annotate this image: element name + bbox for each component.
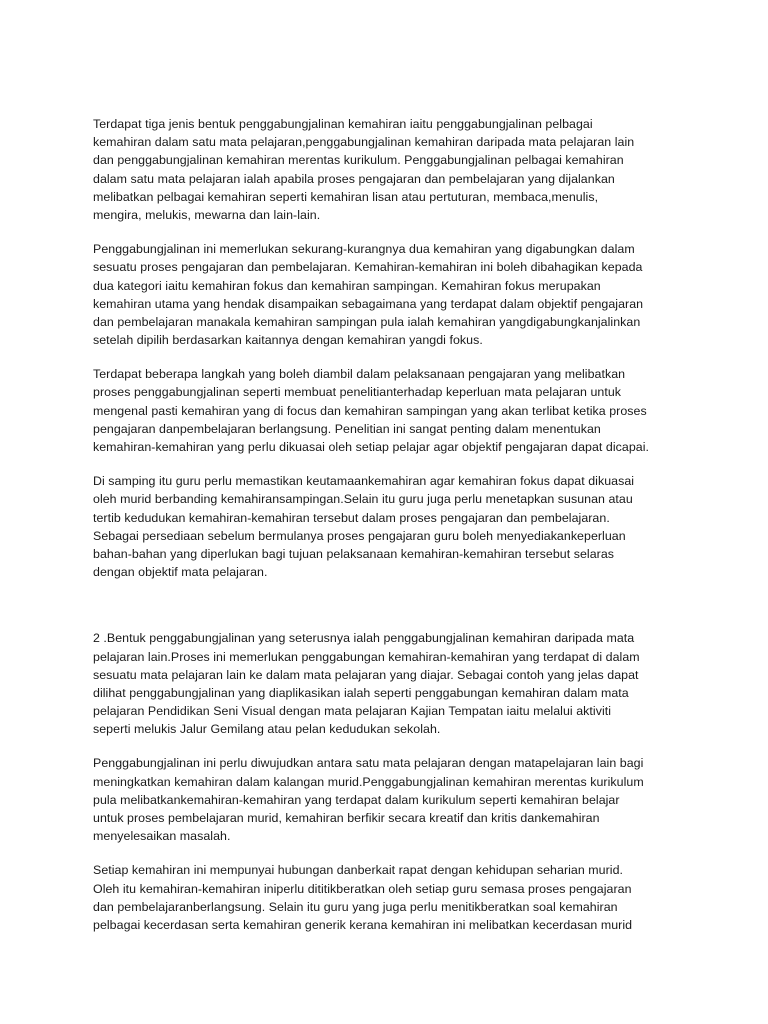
text-line: melibatkan pelbagai kemahiran seperti kemahiran lisan atau pertuturan, membaca,menulis, [93, 189, 599, 204]
text-line: dua kategori iaitu kemahiran fokus dan kemahiran sampingan. Kemahiran fokus merupakan [93, 278, 601, 293]
text-line: pelbagai kecerdasan serta kemahiran generik kerana kemahiran ini melibatkan kecerdasan murid [93, 917, 633, 932]
text-line: kemahiran-kemahiran yang perlu dikuasai oleh setiap pelajar agar objektif pengajaran dapat dicapai. [93, 440, 649, 454]
text-line: proses penggabungjalinan seperti membuat penelitianterhadap keperluan mata pelajaran untuk [93, 385, 622, 400]
text-line: kemahiran utama yang hendak disampaikan sebagaimana yang terdapat dalam objektif pengajaran [93, 296, 644, 311]
text-line: pelajaran lain.Proses ini memerlukan penggabungan kemahiran-kemahiran yang terdapat di dalam [93, 649, 640, 664]
text-line: bahan-bahan yang diperlukan bagi tujuan pelaksanaan kemahiran-kemahiran tersebut selaras [93, 546, 615, 561]
paragraph-3 [93, 365, 683, 456]
text-line: Terdapat beberapa langkah yang boleh diambil dalam pelaksanaan pengajaran yang melibatkan [93, 367, 626, 382]
text-line: dalam satu mata pelajaran ialah apabila proses pengajaran dan pembelajaran yang dijalankan [93, 171, 615, 186]
paragraph-7 [93, 861, 683, 934]
text-line: pengajaran danpembelajaran berlangsung. Penelitian ini sangat penting dalam menentukan [93, 421, 601, 436]
text-line: dilihat penggabungjalinan yang diaplikasikan ialah seperti penggabungan kemahiran dalam mata [93, 685, 629, 700]
text-line: sesuatu mata pelajaran lain ke dalam mata pelajaran yang diajar. Sebagai contoh yang jelas dapat [93, 667, 639, 682]
paragraph-1 [93, 115, 683, 224]
text-line: pelajaran Pendidikan Seni Visual dengan mata pelajaran Kajian Tempatan iaitu melalui aktiviti [93, 704, 612, 719]
paragraph-6 [93, 754, 683, 845]
text-line: Setiap kemahiran ini mempunyai hubungan danberkait rapat dengan kehidupan seharian murid. [93, 863, 624, 878]
text-line: dengan objektif mata pelajaran. [93, 565, 268, 580]
paragraph-4 [93, 472, 683, 581]
text-line: Di samping itu guru perlu memastikan keutamaankemahiran agar kemahiran fokus dapat dikuasai [93, 474, 635, 489]
text-line: meningkatkan kemahiran dalam kalangan murid.Penggabungjalinan kemahiran merentas kurikulum [93, 774, 644, 789]
text-line: oleh murid berbanding kemahiransampingan.Selain itu guru juga perlu menetapkan susunan atau [93, 492, 633, 507]
text-line: mengira, melukis, mewarna dan lain-lain. [93, 207, 321, 222]
text-line: dan pembelajaranberlangsung. Selain itu guru yang juga perlu menitikberatkan soal kemahiran [93, 899, 618, 914]
document-page [93, 115, 683, 934]
text-line: dan pembelajaran manakala kemahiran sampingan pula ialah kemahiran yangdigabungkanjalinkan [93, 314, 641, 329]
text-line: untuk proses pembelajaran murid, kemahiran berfikir secara kreatif dan kritis dankemahiran [93, 811, 600, 825]
text-line: seperti melukis Jalur Gemilang atau pelan kedudukan sekolah. [93, 722, 441, 737]
text-line: Penggabungjalinan ini memerlukan sekurang-kurangnya dua kemahiran yang digabungkan dalam [93, 242, 635, 257]
text-line: menyelesaikan masalah. [93, 829, 231, 844]
text-line: pula melibatkankemahiran-kemahiran yang terdapat dalam kurikulum seperti kemahiran belajar [93, 792, 620, 807]
text-line: Oleh itu kemahiran-kemahiran iniperlu dititikberatkan oleh setiap guru semasa proses pengajaran [93, 881, 632, 896]
text-line: sesuatu proses pengajaran dan pembelajaran. Kemahiran-kemahiran ini boleh dibahagikan kepada [93, 260, 643, 275]
text-line: setelah dipilih berdasarkan kaitannya dengan kemahiran yangdi fokus. [93, 333, 483, 348]
text-line: Penggabungjalinan ini perlu diwujudkan antara satu mata pelajaran dengan matapelajaran lain bagi [93, 756, 644, 771]
text-line: dan penggabungjalinan kemahiran merentas kurikulum. Penggabungjalinan pelbagai kemahiran [93, 153, 624, 168]
text-line: Terdapat tiga jenis bentuk penggabungjalinan kemahiran iaitu penggabungjalinan pelbagai [93, 117, 593, 131]
text-line: Sebagai persediaan sebelum bermulanya proses pengajaran guru boleh menyediakankeperluan [93, 528, 626, 543]
text-line: mengenal pasti kemahiran yang di focus dan kemahiran sampingan yang akan terlibat ketika proses [93, 403, 647, 418]
paragraph-5 [93, 629, 683, 738]
paragraph-2 [93, 240, 683, 349]
text-line: 2 .Bentuk penggabungjalinan yang seterusnya ialah penggabungjalinan kemahiran daripada mata [93, 631, 635, 646]
text-line: kemahiran dalam satu mata pelajaran,penggabungjalinan kemahiran daripada mata pelajaran lain [93, 135, 635, 150]
text-line: tertib kedudukan kemahiran-kemahiran tersebut dalam proses pengajaran dan pembelajaran. [93, 510, 610, 525]
